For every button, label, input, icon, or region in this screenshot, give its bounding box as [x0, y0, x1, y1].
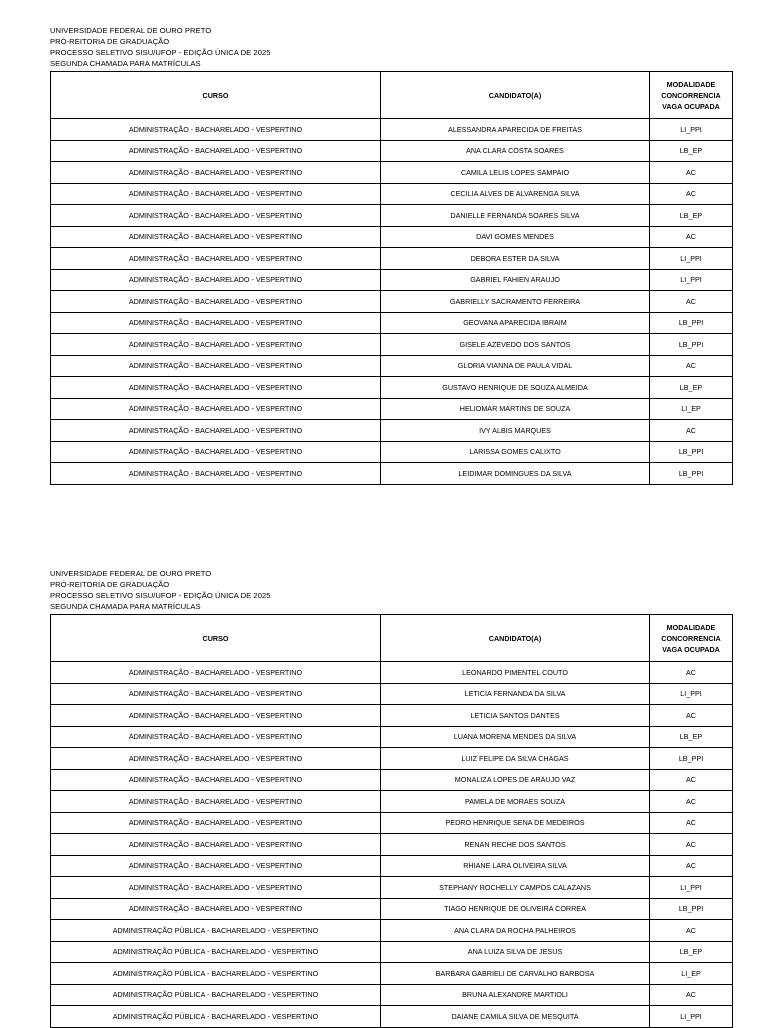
cell-modalidade: LB_PPI	[650, 748, 733, 770]
column-header-modalidade	[650, 72, 733, 119]
cell-modalidade: AC	[650, 420, 733, 442]
table-row	[51, 463, 733, 485]
cell-candidato: LEIDIMAR DOMINGUES DA SILVA	[381, 463, 650, 485]
table-row	[51, 662, 733, 684]
table-row	[51, 748, 733, 770]
table-body-1	[51, 119, 733, 485]
cell-candidato: ANA LUIZA SILVA DE JESUS	[381, 941, 650, 963]
list-section-2	[50, 568, 732, 1028]
column-header-modalidade-line: CONCORRENCIA	[661, 633, 721, 643]
table-row	[51, 420, 733, 442]
table-row	[51, 377, 733, 399]
table-row	[51, 963, 733, 985]
cell-curso: ADMINISTRAÇÃO - BACHARELADO - VESPERTINO	[51, 162, 381, 184]
cell-curso: ADMINISTRAÇÃO - BACHARELADO - VESPERTINO	[51, 420, 381, 442]
table-row	[51, 162, 733, 184]
table-row	[51, 334, 733, 356]
cell-candidato: BRUNA ALEXANDRE MARTIOLI	[381, 984, 650, 1006]
cell-modalidade: AC	[650, 834, 733, 856]
table-row	[51, 205, 733, 227]
table-row	[51, 441, 733, 463]
table-row	[51, 877, 733, 899]
cell-modalidade: LI_PPI	[650, 1006, 733, 1028]
cell-curso: ADMINISTRAÇÃO - BACHARELADO - VESPERTINO	[51, 334, 381, 356]
process-name: PROCESSO SELETIVO SISU/UFOP - EDIÇÃO ÚNICA DE 2025	[50, 48, 271, 57]
cell-candidato: GLORIA VIANNA DE PAULA VIDAL	[381, 355, 650, 377]
table-row	[51, 226, 733, 248]
cell-modalidade: LI_PPI	[650, 683, 733, 705]
cell-modalidade: AC	[650, 291, 733, 313]
table-row	[51, 791, 733, 813]
cell-curso: ADMINISTRAÇÃO - BACHARELADO - VESPERTINO	[51, 291, 381, 313]
cell-modalidade: LI_PPI	[650, 248, 733, 270]
cell-modalidade: LB_PPI	[650, 312, 733, 334]
department-name: PRÓ-REITORIA DE GRADUAÇÃO	[50, 580, 170, 589]
cell-modalidade: AC	[650, 855, 733, 877]
table-row	[51, 855, 733, 877]
document-header-2	[50, 568, 732, 612]
cell-curso: ADMINISTRAÇÃO - BACHARELADO - VESPERTINO	[51, 377, 381, 399]
cell-curso: ADMINISTRAÇÃO PÚBLICA - BACHARELADO - VESPERTINO	[51, 963, 381, 985]
table-row	[51, 248, 733, 270]
cell-curso: ADMINISTRAÇÃO - BACHARELADO - VESPERTINO	[51, 398, 381, 420]
table-row	[51, 705, 733, 727]
cell-modalidade: LI_PPI	[650, 877, 733, 899]
cell-candidato: GEOVANA APARECIDA IBRAIM	[381, 312, 650, 334]
cell-modalidade: LB_PPI	[650, 334, 733, 356]
cell-modalidade: LB_PPI	[650, 898, 733, 920]
cell-candidato: GUSTAVO HENRIQUE DE SOUZA ALMEIDA	[381, 377, 650, 399]
cell-curso: ADMINISTRAÇÃO - BACHARELADO - VESPERTINO	[51, 140, 381, 162]
column-header-candidato: CANDIDATO(A)	[381, 615, 650, 662]
cell-modalidade: LI_EP	[650, 398, 733, 420]
cell-modalidade: AC	[650, 355, 733, 377]
cell-curso: ADMINISTRAÇÃO - BACHARELADO - VESPERTINO	[51, 463, 381, 485]
list-section-1	[50, 25, 732, 485]
table-row	[51, 941, 733, 963]
cell-modalidade: LB_EP	[650, 941, 733, 963]
cell-candidato: LUIZ FELIPE DA SILVA CHAGAS	[381, 748, 650, 770]
cell-candidato: PEDRO HENRIQUE SENA DE MEDEIROS	[381, 812, 650, 834]
call-title: SEGUNDA CHAMADA PARA MATRÍCULAS	[50, 59, 201, 68]
cell-modalidade: AC	[650, 183, 733, 205]
cell-modalidade: LB_PPI	[650, 441, 733, 463]
cell-curso: ADMINISTRAÇÃO - BACHARELADO - VESPERTINO	[51, 769, 381, 791]
cell-candidato: PAMELA DE MORAES SOUZA	[381, 791, 650, 813]
cell-curso: ADMINISTRAÇÃO - BACHARELADO - VESPERTINO	[51, 312, 381, 334]
department-name: PRÓ-REITORIA DE GRADUAÇÃO	[50, 37, 170, 46]
cell-curso: ADMINISTRAÇÃO - BACHARELADO - VESPERTINO	[51, 834, 381, 856]
cell-candidato: DEBORA ESTER DA SILVA	[381, 248, 650, 270]
table-row	[51, 683, 733, 705]
cell-candidato: IVY ALBIS MARQUES	[381, 420, 650, 442]
cell-curso: ADMINISTRAÇÃO - BACHARELADO - VESPERTINO	[51, 441, 381, 463]
table-row	[51, 355, 733, 377]
table-row	[51, 769, 733, 791]
cell-candidato: BARBARA GABRIELI DE CARVALHO BARBOSA	[381, 963, 650, 985]
cell-curso: ADMINISTRAÇÃO - BACHARELADO - VESPERTINO	[51, 205, 381, 227]
cell-candidato: RENAN RECHE DOS SANTOS	[381, 834, 650, 856]
cell-modalidade: AC	[650, 984, 733, 1006]
table-row	[51, 898, 733, 920]
cell-modalidade: LB_EP	[650, 140, 733, 162]
column-header-candidato: CANDIDATO(A)	[381, 72, 650, 119]
table-row	[51, 312, 733, 334]
cell-curso: ADMINISTRAÇÃO PÚBLICA - BACHARELADO - VESPERTINO	[51, 984, 381, 1006]
cell-candidato: GABRIELLY SACRAMENTO FERREIRA	[381, 291, 650, 313]
table-row	[51, 183, 733, 205]
column-header-curso: CURSO	[51, 72, 381, 119]
cell-curso: ADMINISTRAÇÃO PÚBLICA - BACHARELADO - VESPERTINO	[51, 1006, 381, 1028]
process-name: PROCESSO SELETIVO SISU/UFOP - EDIÇÃO ÚNICA DE 2025	[50, 591, 271, 600]
column-header-modalidade-line: CONCORRENCIA	[661, 90, 721, 100]
cell-candidato: DANIELLE FERNANDA SOARES SILVA	[381, 205, 650, 227]
cell-modalidade: AC	[650, 920, 733, 942]
table-row	[51, 269, 733, 291]
cell-curso: ADMINISTRAÇÃO - BACHARELADO - VESPERTINO	[51, 662, 381, 684]
cell-modalidade: LB_EP	[650, 205, 733, 227]
cell-modalidade: LI_PPI	[650, 269, 733, 291]
column-header-curso: CURSO	[51, 615, 381, 662]
cell-curso: ADMINISTRAÇÃO - BACHARELADO - VESPERTINO	[51, 748, 381, 770]
cell-modalidade: AC	[650, 812, 733, 834]
candidates-table-1	[50, 71, 733, 485]
call-title: SEGUNDA CHAMADA PARA MATRÍCULAS	[50, 602, 201, 611]
table-row	[51, 920, 733, 942]
cell-curso: ADMINISTRAÇÃO - BACHARELADO - VESPERTINO	[51, 248, 381, 270]
university-name: UNIVERSIDADE FEDERAL DE OURO PRETO	[50, 569, 212, 578]
cell-candidato: HELIOMAR MARTINS DE SOUZA	[381, 398, 650, 420]
table-row	[51, 119, 733, 141]
cell-candidato: MONALIZA LOPES DE ARAUJO VAZ	[381, 769, 650, 791]
cell-modalidade: AC	[650, 226, 733, 248]
cell-candidato: RHIANE LARA OLIVEIRA SILVA	[381, 855, 650, 877]
table-row	[51, 398, 733, 420]
cell-modalidade: LB_PPI	[650, 463, 733, 485]
table-row	[51, 984, 733, 1006]
cell-curso: ADMINISTRAÇÃO - BACHARELADO - VESPERTINO	[51, 877, 381, 899]
cell-curso: ADMINISTRAÇÃO - BACHARELADO - VESPERTINO	[51, 269, 381, 291]
cell-curso: ADMINISTRAÇÃO - BACHARELADO - VESPERTINO	[51, 898, 381, 920]
document-header-1	[50, 25, 732, 69]
cell-modalidade: AC	[650, 705, 733, 727]
cell-curso: ADMINISTRAÇÃO - BACHARELADO - VESPERTINO	[51, 355, 381, 377]
cell-candidato: TIAGO HENRIQUE DE OLIVEIRA CORREA	[381, 898, 650, 920]
cell-candidato: ALESSANDRA APARECIDA DE FREITAS	[381, 119, 650, 141]
cell-curso: ADMINISTRAÇÃO - BACHARELADO - VESPERTINO	[51, 119, 381, 141]
table-row	[51, 726, 733, 748]
cell-candidato: GABRIEL FAHIEN ARAUJO	[381, 269, 650, 291]
cell-candidato: ANA CLARA COSTA SOARES	[381, 140, 650, 162]
cell-curso: ADMINISTRAÇÃO - BACHARELADO - VESPERTINO	[51, 683, 381, 705]
cell-candidato: GISELE AZEVEDO DOS SANTOS	[381, 334, 650, 356]
cell-modalidade: AC	[650, 162, 733, 184]
table-row	[51, 291, 733, 313]
cell-candidato: LEONARDO PIMENTEL COUTO	[381, 662, 650, 684]
cell-curso: ADMINISTRAÇÃO PÚBLICA - BACHARELADO - VESPERTINO	[51, 920, 381, 942]
cell-candidato: ANA CLARA DA ROCHA PALHEIROS	[381, 920, 650, 942]
table-header-row	[51, 615, 733, 662]
cell-curso: ADMINISTRAÇÃO - BACHARELADO - VESPERTINO	[51, 812, 381, 834]
table-body-2	[51, 662, 733, 1028]
cell-candidato: LETICIA FERNANDA DA SILVA	[381, 683, 650, 705]
cell-modalidade: AC	[650, 791, 733, 813]
cell-curso: ADMINISTRAÇÃO - BACHARELADO - VESPERTINO	[51, 226, 381, 248]
table-row	[51, 140, 733, 162]
column-header-modalidade-line: MODALIDADE	[666, 79, 716, 89]
cell-modalidade: LI_PPI	[650, 119, 733, 141]
cell-modalidade: AC	[650, 662, 733, 684]
cell-curso: ADMINISTRAÇÃO - BACHARELADO - VESPERTINO	[51, 183, 381, 205]
cell-candidato: DAVI GOMES MENDES	[381, 226, 650, 248]
cell-candidato: DAIANE CAMILA SILVA DE MESQUITA	[381, 1006, 650, 1028]
cell-curso: ADMINISTRAÇÃO - BACHARELADO - VESPERTINO	[51, 791, 381, 813]
table-header-row	[51, 72, 733, 119]
cell-candidato: CAMILA LELIS LOPES SAMPAIO	[381, 162, 650, 184]
university-name: UNIVERSIDADE FEDERAL DE OURO PRETO	[50, 26, 212, 35]
cell-candidato: LARISSA GOMES CALIXTO	[381, 441, 650, 463]
cell-candidato: STEPHANY ROCHELLY CAMPOS CALAZANS	[381, 877, 650, 899]
table-row	[51, 812, 733, 834]
cell-modalidade: LI_EP	[650, 963, 733, 985]
cell-curso: ADMINISTRAÇÃO - BACHARELADO - VESPERTINO	[51, 705, 381, 727]
column-header-modalidade-line: MODALIDADE	[666, 622, 716, 632]
cell-candidato: CECILIA ALVES DE ALVARENGA SILVA	[381, 183, 650, 205]
column-header-modalidade	[650, 615, 733, 662]
cell-modalidade: LB_EP	[650, 377, 733, 399]
cell-curso: ADMINISTRAÇÃO - BACHARELADO - VESPERTINO	[51, 855, 381, 877]
cell-candidato: LUANA MORENA MENDES DA SILVA	[381, 726, 650, 748]
cell-curso: ADMINISTRAÇÃO - BACHARELADO - VESPERTINO	[51, 726, 381, 748]
cell-candidato: LETICIA SANTOS DANTES	[381, 705, 650, 727]
cell-modalidade: LB_EP	[650, 726, 733, 748]
candidates-table-2	[50, 614, 733, 1028]
column-header-modalidade-line: VAGA OCUPADA	[662, 101, 720, 111]
cell-curso: ADMINISTRAÇÃO PÚBLICA - BACHARELADO - VESPERTINO	[51, 941, 381, 963]
column-header-modalidade-line: VAGA OCUPADA	[662, 644, 720, 654]
cell-modalidade: AC	[650, 769, 733, 791]
table-row	[51, 834, 733, 856]
